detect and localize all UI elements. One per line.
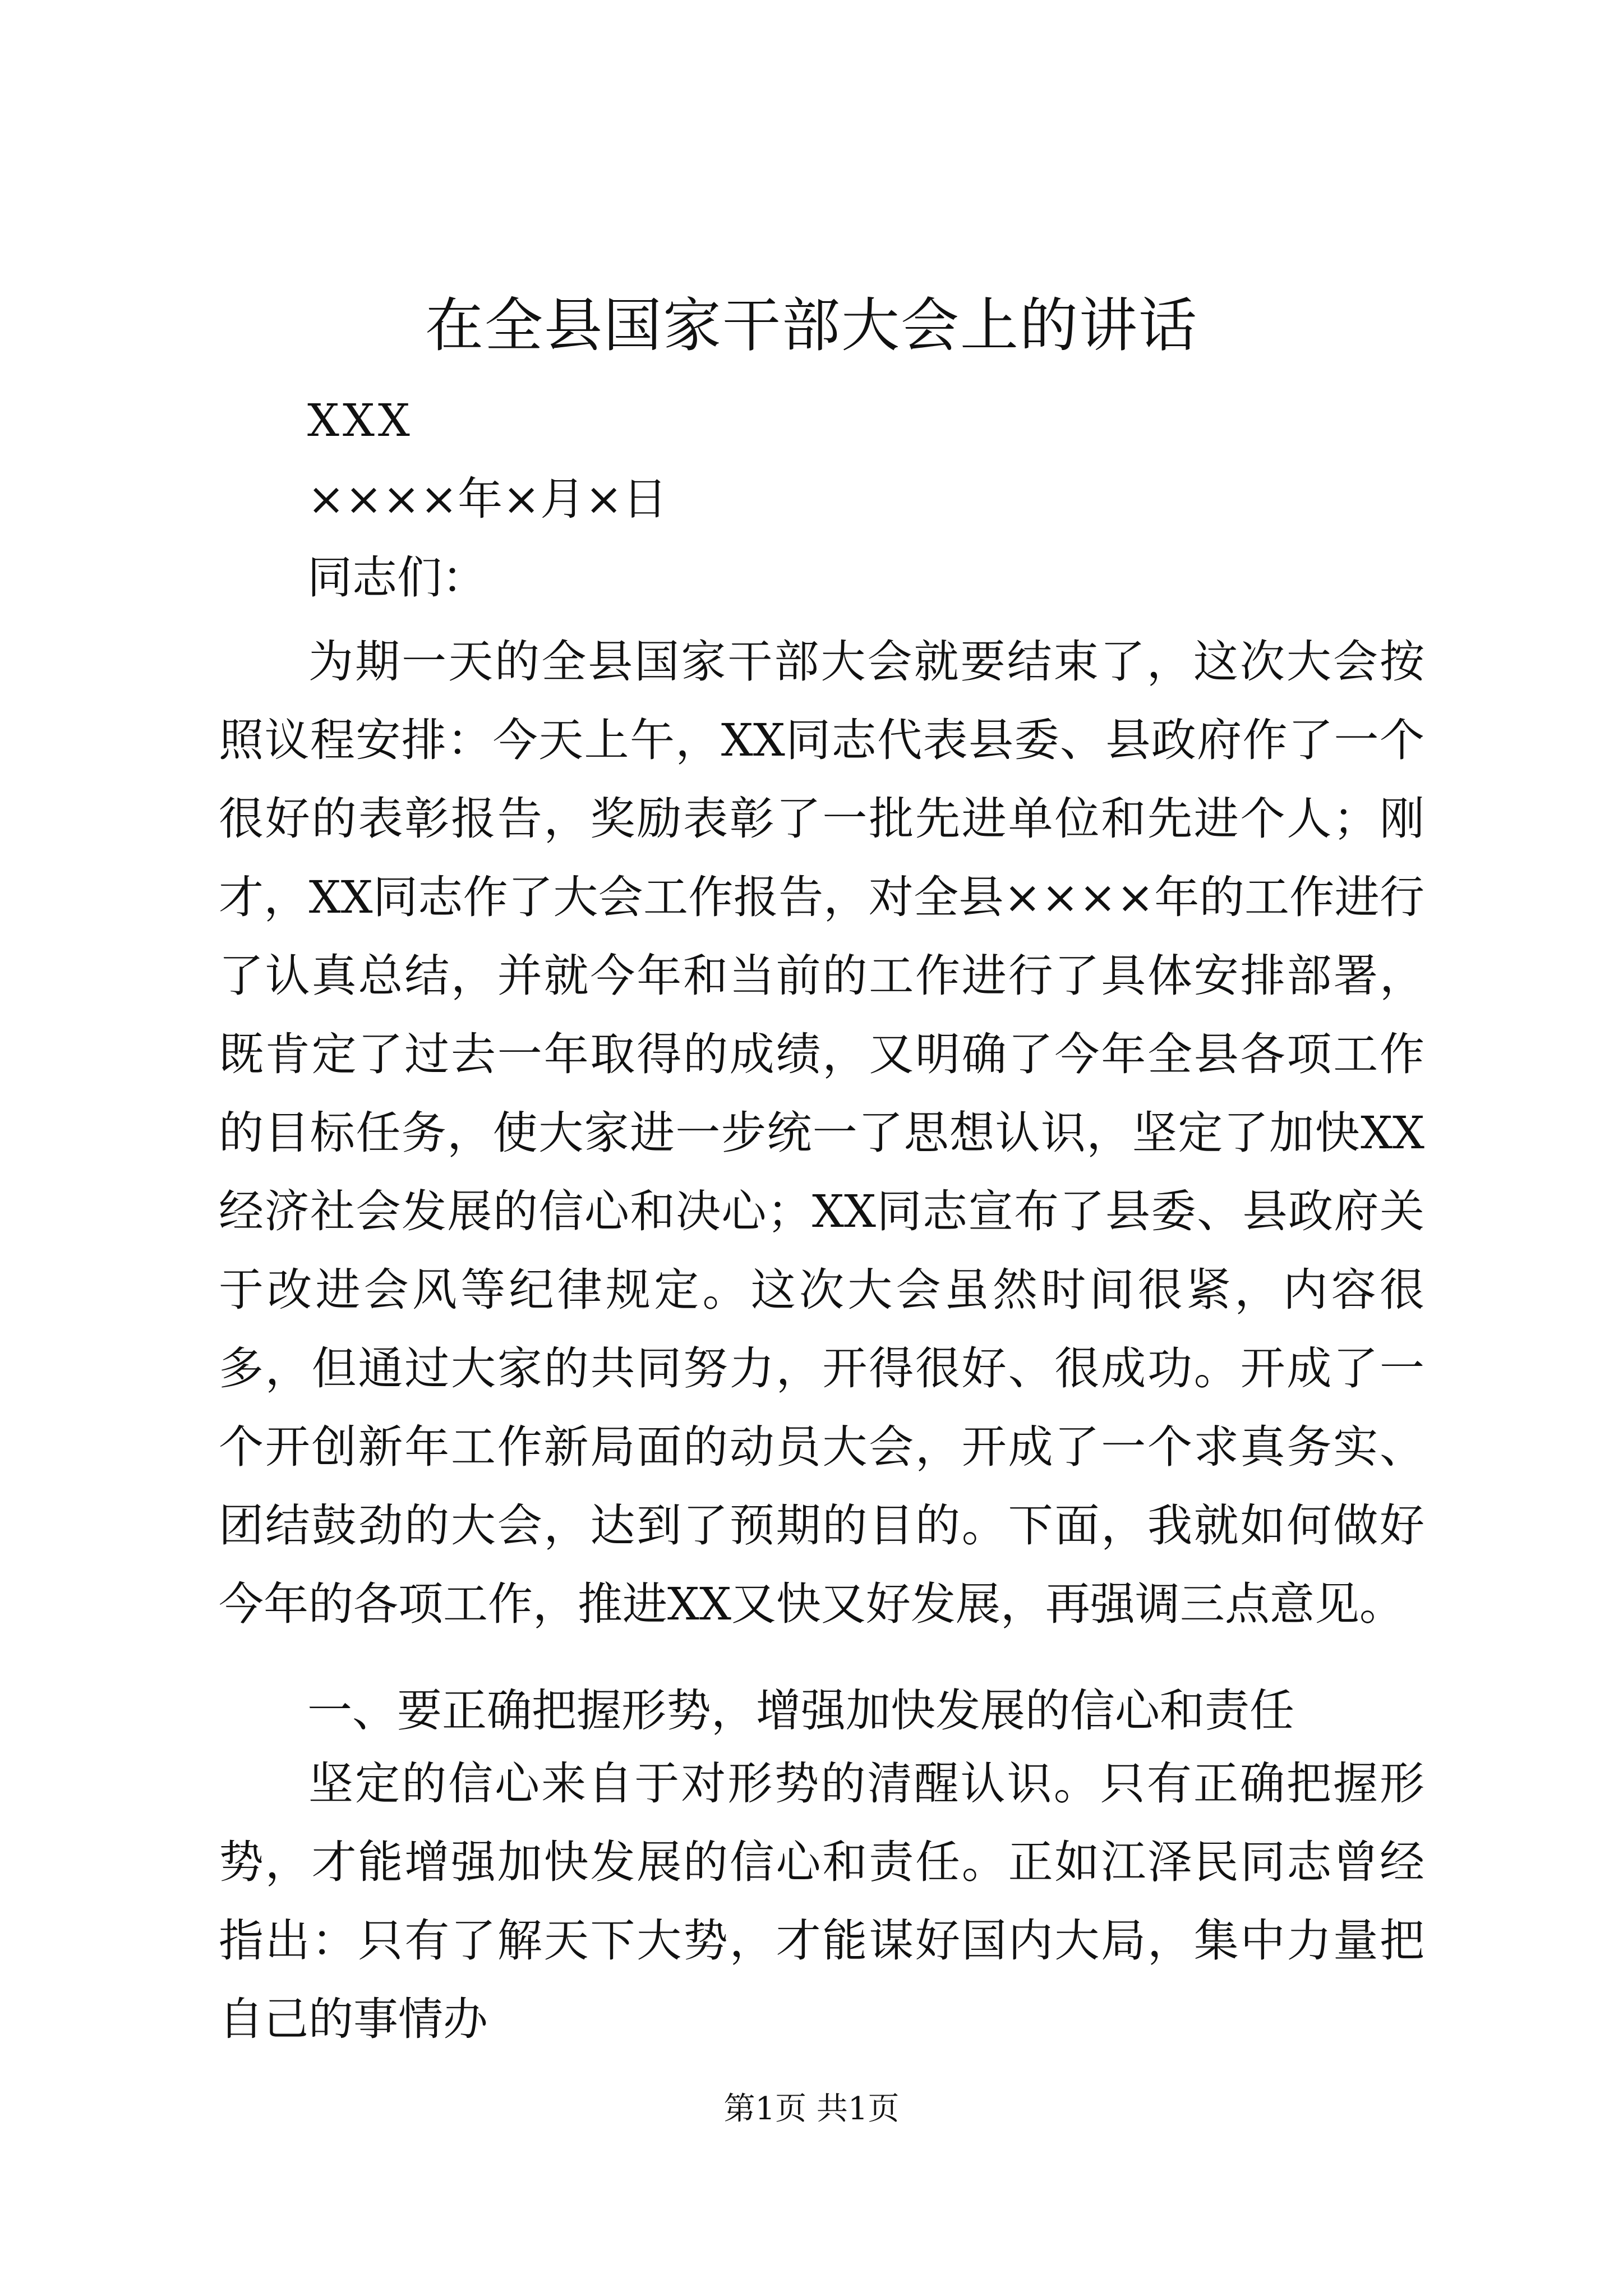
salutation: 同志们： — [307, 551, 487, 604]
page-footer: 第1页 共1页 — [723, 2091, 900, 2127]
author-line: XXX — [307, 394, 413, 447]
section-heading: 一、要正确把握形势，增强加快发展的信心和责任 — [307, 1685, 1294, 1737]
document-title: 在全县国家干部大会上的讲话 — [425, 291, 1198, 360]
section-paragraph: 坚定的信心来自于对形势的清醒认识。只有正确把握形势，才能增强加快发展的信心和责任。正如江泽民同志曾经指出：只有了解天下大势，才能谋好国内大局，集中力量把自己的事情办 — [219, 1757, 1424, 2045]
date-line: ××××年×月×日 — [307, 473, 668, 525]
body-paragraph: 为期一天的全县国家干部大会就要结束了，这次大会按照议程安排：今天上午，XX同志代表县委、县政府作了一个很好的表彰报告，奖励表彰了一批先进单位和先进个人；刚才，XX同志作了大会工作报告，对全县××××年的工作进行了认真总结，并就今年和当前的工作进行了具体安排部署，既肯定了过去一年取得的成绩，又明确了今年全县各项工作的目标任务，使大家进一步统一了思想认识，坚定了加快XX经济社会发展的信心和决心；XX同志宣布了县委、县政府关于改进会风等纪律规定。这次大会虽然时间很紧，内容很多，但通过大家的共同努力，开得很好、很成功。开成了一个开创新年工作新局面的动员大会，开成了一个求真务实、团结鼓劲的大会，达到了预期的目的。下面，我就如何做好今年的各项工作，推进XX又快又好发展，再强调三点意见。 — [219, 636, 1424, 1630]
